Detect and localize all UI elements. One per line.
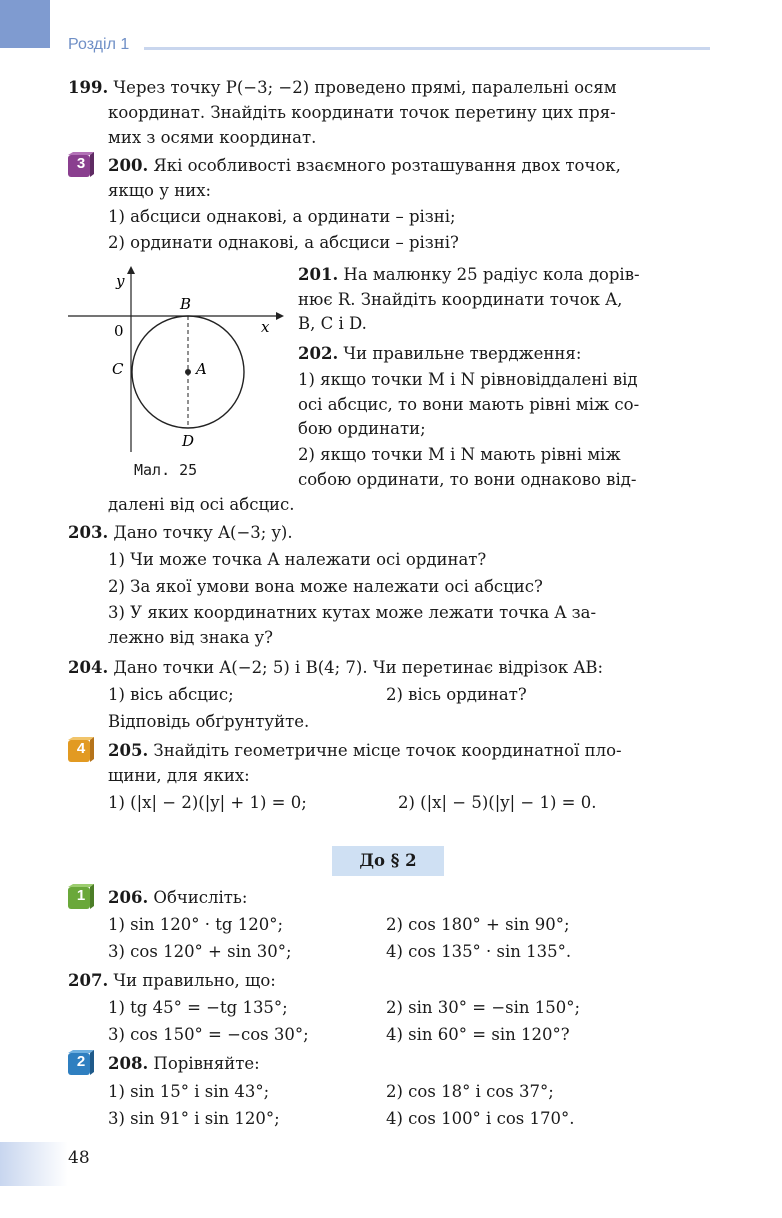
problem-206-item: 2) cos 180° + sin 90°; [386,915,570,934]
problem-200-line: якщо у них: [108,181,212,200]
problem-206-item: 3) cos 120° + sin 30°; [108,942,292,961]
problem-201-line: нює R. Знайдіть координати точок A, [298,290,623,309]
level-1-badge-icon: 1 [68,884,94,910]
corner-block [0,0,50,48]
problem-203: 203. Дано точку A(−3; y). [68,523,293,542]
problem-204: 204. Дано точки A(−2; 5) і B(4; 7). Чи перетинає відрізок AB: [68,658,604,677]
problem-206: 206. Обчисліть: [108,888,248,907]
problem-200-item: 2) ординати однакові, а абсциси – різні? [108,233,459,252]
section-title: Розділ 1 [68,36,130,53]
problem-205-line: щини, для яких: [108,766,250,785]
problem-201: 201. На малюнку 25 радіус кола дорів- [298,265,640,284]
problem-203-item: лежно від знака y? [108,628,273,647]
problem-202-line: осі абсцис, то вони мають рівні між со- [298,395,640,414]
x-axis-label: x [261,318,270,336]
level-4-badge-icon: 4 [68,737,94,763]
problem-206-item: 1) sin 120° · tg 120°; [108,915,284,934]
problem-200-item: 1) абсциси однакові, а ординати – різні; [108,207,456,226]
problem-204-line: Відповідь обґрунтуйте. [108,712,310,731]
problem-200: 200. Які особливості взаємного розташування двох точок, [108,156,621,175]
problem-204-item: 1) вісь абсцис; [108,685,234,704]
point-a-label: A [196,360,207,378]
problem-208: 208. Порівняйте: [108,1054,260,1073]
problem-208-item: 4) cos 100° і cos 170°. [386,1109,575,1128]
problem-207-item: 1) tg 45° = −tg 135°; [108,998,288,1017]
header-rule [144,47,710,50]
point-b-label: B [180,295,192,313]
problem-205-item: 1) (|x| − 2)(|y| + 1) = 0; [108,793,307,812]
problem-202-line: собою ординати, то вони однаково від- [298,470,637,489]
problem-207-item: 2) sin 30° = −sin 150°; [386,998,581,1017]
problem-201-line: B, C і D. [298,314,367,333]
problem-202: 202. Чи правильне твердження: [298,344,582,363]
level-2-badge-icon: 2 [68,1050,94,1076]
problem-204-item: 2) вісь ординат? [386,685,527,704]
footer-gradient [0,1142,68,1186]
point-d-label: D [182,432,195,450]
problem-202-line: далені від осі абсцис. [108,495,295,514]
problem-208-item: 2) cos 18° і cos 37°; [386,1082,554,1101]
page-number: 48 [68,1148,90,1168]
problem-205-item: 2) (|x| − 5)(|y| − 1) = 0. [398,793,597,812]
y-axis-label: y [116,272,125,290]
problem-203-item: 1) Чи може точка A належати осі ординат? [108,550,487,569]
problem-207-item: 3) cos 150° = −cos 30°; [108,1025,309,1044]
section-heading: До § 2 [332,846,444,876]
problem-199-line: координат. Знайдіть координати точок перетину цих пря- [108,103,616,122]
level-3-badge-icon: 3 [68,152,94,178]
origin-label: 0 [114,322,124,340]
problem-202-line: 2) якщо точки M і N мають рівні між [298,445,621,464]
problem-207: 207. Чи правильно, що: [68,971,276,990]
point-c-label: C [112,360,124,378]
figure-caption: Мал. 25 [134,461,198,479]
problem-202-line: бою ординати; [298,419,426,438]
problem-203-item: 2) За якої умови вона може належати осі абсцис? [108,577,543,596]
problem-203-item: 3) У яких координатних кутах може лежати точка A за- [108,603,597,622]
problem-199-line: мих з осями координат. [108,128,317,147]
problem-205: 205. Знайдіть геометричне місце точок координатної пло- [108,741,622,760]
problem-207-item: 4) sin 60° = sin 120°? [386,1025,570,1044]
problem-208-item: 3) sin 91° і sin 120°; [108,1109,280,1128]
figure-25-diagram [64,262,286,462]
problem-202-line: 1) якщо точки M і N рівновіддалені від [298,370,638,389]
problem-208-item: 1) sin 15° і sin 43°; [108,1082,270,1101]
problem-206-item: 4) cos 135° · sin 135°. [386,942,572,961]
problem-199: 199. Через точку P(−3; −2) проведено прямі, паралельні осям [68,78,617,97]
